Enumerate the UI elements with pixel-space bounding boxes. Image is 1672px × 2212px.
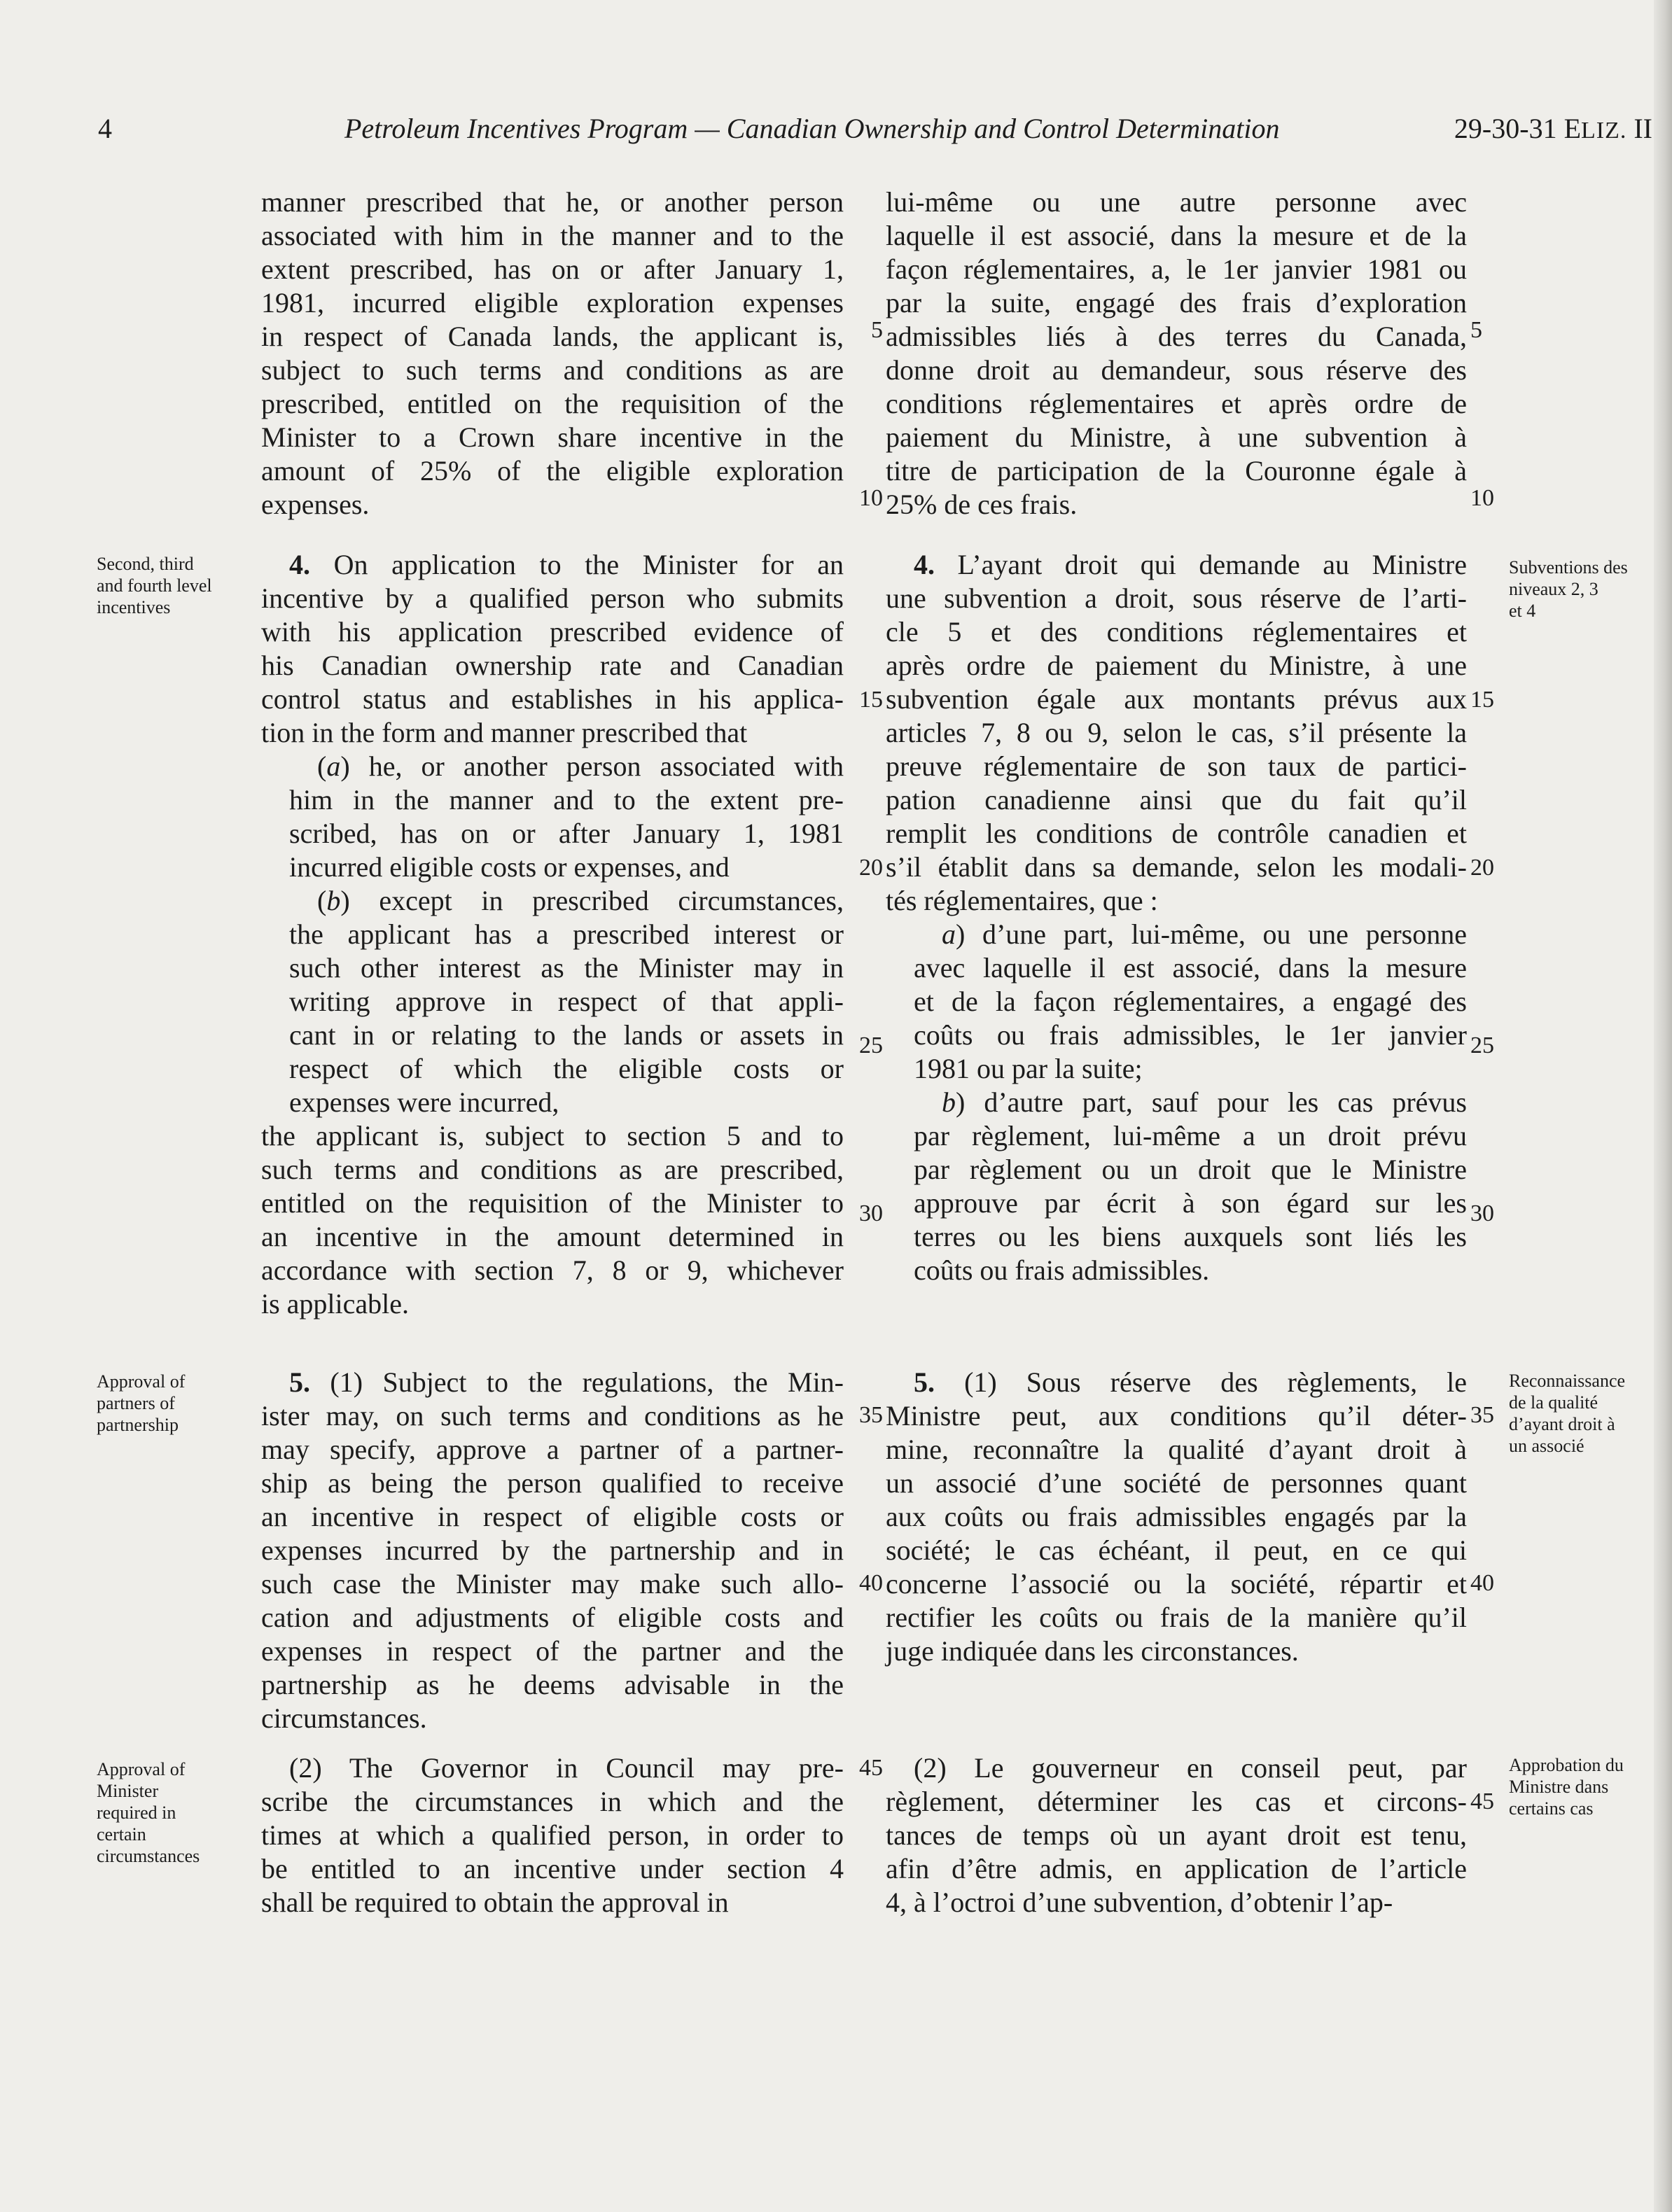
- line-number: 20: [1470, 855, 1494, 881]
- text-line: ister may, on such terms and conditions as he: [261, 1400, 844, 1432]
- text-line: may specify, approve a partner of a partner-: [261, 1434, 844, 1465]
- line-number: 15: [859, 687, 883, 713]
- section-number: 5.: [289, 1366, 310, 1398]
- text-line: titre de participation de la Couronne égale à: [886, 455, 1467, 486]
- section-4-first-line: 4. On application to the Minister for an: [289, 549, 844, 580]
- english-section-4: [261, 548, 844, 1321]
- text-line: 25% de ces frais.: [886, 489, 1078, 520]
- text-line: aux coûts ou frais admissibles engagés par la: [886, 1501, 1467, 1532]
- french-section-5-1: 5. (1) Sous réserve des règlements, le Ministre peut, aux conditions qu’il déter- mine, reconnaître la qualité d’ayant droit à un associé d’une société de personnes quant aux coûts ou frais admissibles engagés par la société; le cas échéant, il peut, en ce qui concerne l’associé ou la société, répartir et rectifier les coûts ou frais de la manière qu’il juge indiquée dans les circonstances.: [886, 1366, 1467, 1667]
- text-line: approuve par écrit à son égard sur les: [914, 1187, 1467, 1219]
- text-line: tés réglementaires, que :: [886, 885, 1158, 916]
- text-line: him in the manner and to the extent pre-: [289, 784, 844, 816]
- text-line: terres ou les biens auxquels sont liés les: [914, 1221, 1467, 1252]
- text-line: expenses in respect of the partner and the: [261, 1635, 844, 1667]
- margin-note-line: partners of: [97, 1393, 175, 1413]
- text-line: the applicant is, subject to section 5 and to: [261, 1120, 844, 1152]
- text-line: associated with him in the manner and to the: [261, 220, 844, 251]
- text-line: un associé d’une société de personnes quant: [886, 1467, 1467, 1499]
- text-line: une subvention a droit, sous réserve de l’arti-: [886, 582, 1467, 614]
- text-line: preuve réglementaire de son taux de partici-: [886, 750, 1467, 782]
- text-line: be entitled to an incentive under section 4: [261, 1853, 844, 1884]
- text-line: with his application prescribed evidence of: [261, 616, 844, 648]
- line-number: 15: [1470, 687, 1494, 713]
- section-number: 5.: [914, 1366, 935, 1398]
- text-line: entitled on the requisition of the Minister to: [261, 1187, 844, 1219]
- text-line: avec laquelle il est associé, dans la mesure: [914, 952, 1467, 983]
- margin-note-line: Minister: [97, 1781, 159, 1801]
- text-line: 1981, incurred eligible exploration expenses: [261, 287, 844, 318]
- line-number: 25: [859, 1032, 883, 1058]
- text-line: et de la façon réglementaires, a engagé des: [914, 986, 1467, 1017]
- text-line: manner prescribed that he, or another person: [261, 186, 844, 218]
- text-line: donne droit au demandeur, sous réserve des: [886, 354, 1467, 386]
- text-line: times at which a qualified person, in order to: [261, 1819, 844, 1851]
- text-line: ship as being the person qualified to receive: [261, 1467, 844, 1499]
- line-number: 30: [859, 1200, 883, 1226]
- margin-note-line: incentives: [97, 597, 171, 617]
- text-line: société; le cas échéant, il peut, en ce qui: [886, 1534, 1467, 1566]
- section-number: 4.: [914, 549, 935, 580]
- text-line: control status and establishes in his applica-: [261, 683, 844, 715]
- section-number: 4.: [289, 549, 310, 580]
- margin-note-line: certain: [97, 1824, 146, 1844]
- text-line: such case the Minister may make such allo-: [261, 1568, 844, 1600]
- margin-note-line: Approval of: [97, 1759, 186, 1779]
- line-number: 35: [859, 1402, 883, 1428]
- french-section-5-2: (2) Le gouverneur en conseil peut, par règlement, déterminer les cas et circons- tances de temps où un ayant droit est tenu, afin d’être admis, en application de l’article 4, à l’octroi d’une subvention, d’obtenir l’ap-: [886, 1752, 1467, 1918]
- french-paragraph-continued: [886, 186, 1467, 522]
- margin-note-left: [97, 1758, 237, 1867]
- text-line: par la suite, engagé des frais d’exploration: [886, 287, 1467, 318]
- text-line: Minister to a Crown share incentive in the: [261, 421, 844, 453]
- text-line: coûts ou frais admissibles, le 1er janvier: [914, 1019, 1467, 1051]
- french-section-4: 4. L’ayant droit qui demande au Ministre une subvention a droit, sous réserve de l’arti- cle 5 et des conditions réglementaires et après ordre de paiement du Ministre, à une subvention égale aux montants prévus aux articles 7, 8 ou 9, selon le cas, s’il présente la preuve réglementaire de son taux de partici- pation canadienne ainsi que du fait qu’il remplit les conditions de contrôle canadien et s’il établit dans sa demande, selon les modali- tés réglementaires, que : a) d’une part, lui-même, ou une personne avec laquelle il est associé, dans la mesure et de la façon réglementaires, a engagé des coûts ou frais admissibles, le 1er janvier 1981 ou par la suite; b) d’autre part, sauf pour les cas prévus par règlement, lui-même a un droit prévu par règlement ou un droit que le Ministre approuve par écrit à son égard sur les terres ou les biens auxquels sont liés les coûts ou frais admissibles.: [886, 549, 1467, 1286]
- paragraph-a: a) d’une part, lui-même, ou une personne avec laquelle il est associé, dans la mesure et de la façon réglementaires, a engagé des coûts ou frais admissibles, le 1er janvier 1981 ou par la suite;: [914, 918, 1467, 1084]
- english-section-5-2: (2) The Governor in Council may pre- scribe the circumstances in which and the times at which a qualified person, in order to be entitled to an incentive under section 4 shall be required to obtain the approval in: [261, 1752, 844, 1918]
- margin-note-right: [1509, 556, 1656, 622]
- line-number: 20: [859, 855, 883, 881]
- text-line: cle 5 et des conditions réglementaires et: [886, 616, 1467, 648]
- text-line: shall be required to obtain the approval in: [261, 1886, 729, 1918]
- text-line: rectifier les coûts ou frais de la manière qu’il: [886, 1602, 1467, 1633]
- text-line: cation and adjustments of eligible costs and: [261, 1602, 844, 1633]
- text-line: 1981 ou par la suite;: [914, 1053, 1143, 1084]
- text-line: façon réglementaires, a, le 1er janvier 1981 ou: [886, 253, 1467, 285]
- english-paragraph-continued: [261, 186, 844, 522]
- text-line: par règlement, lui-même a un droit prévu: [914, 1120, 1467, 1152]
- text-line: respect of which the eligible costs or: [289, 1053, 844, 1084]
- margin-note-line: Ministre dans: [1509, 1777, 1609, 1797]
- text-line: Ministre peut, aux conditions qu’il déter-: [886, 1400, 1467, 1432]
- text-line: laquelle il est associé, dans la mesure et de la: [886, 220, 1467, 251]
- line-number: 40: [859, 1570, 883, 1596]
- line-number: 5: [871, 317, 883, 343]
- text-line: paiement du Ministre, à une subvention à: [886, 421, 1467, 453]
- text-line: an incentive in respect of eligible costs or: [261, 1501, 844, 1532]
- margin-note-line: d’ayant droit à: [1509, 1414, 1615, 1434]
- line-number: 35: [1470, 1402, 1494, 1428]
- act-title: Petroleum Incentives Program — Canadian Ownership and Control Determination: [344, 113, 1280, 144]
- text-line: his Canadian ownership rate and Canadian: [261, 650, 844, 681]
- margin-note-left: [97, 553, 237, 618]
- text-line: writing approve in respect of that appli-: [289, 986, 844, 1017]
- paragraph-b: b) d’autre part, sauf pour les cas prévus par règlement, lui-même a un droit prévu par règlement ou un droit que le Ministre approuve par écrit à son égard sur les terres ou les biens auxquels sont liés les coûts ou frais admissibles.: [914, 1086, 1467, 1286]
- margin-note-left: [97, 1371, 237, 1436]
- text-line: concerne l’associé ou la société, répartir et: [886, 1568, 1467, 1600]
- margin-note-line: Subventions des: [1509, 557, 1628, 578]
- text-line: articles 7, 8 ou 9, selon le cas, s’il présente la: [886, 717, 1467, 748]
- margin-note-right: [1509, 1370, 1656, 1457]
- line-number: 45: [859, 1755, 883, 1781]
- text-line: extent prescribed, has on or after January 1,: [261, 253, 844, 285]
- text-line: tances de temps où un ayant droit est tenu,: [886, 1819, 1467, 1851]
- text-line: such terms and conditions as are prescribed,: [261, 1154, 844, 1185]
- text-line: afin d’être admis, en application de l’article: [886, 1853, 1467, 1884]
- margin-note-line: partnership: [97, 1415, 179, 1435]
- text-line: expenses incurred by the partnership and in: [261, 1534, 844, 1566]
- paragraph-a: (a) he, or another person associated with him in the manner and to the extent pre- scribed, has on or after January 1, 1981 incurred eligible costs or expenses, and: [289, 750, 844, 883]
- text-line: subvention égale aux montants prévus aux: [886, 683, 1467, 715]
- text-line: expenses.: [261, 489, 370, 520]
- text-line: the applicant has a prescribed interest or: [289, 918, 844, 950]
- text-line: subject to such terms and conditions as are: [261, 354, 844, 386]
- line-number: 10: [1470, 485, 1494, 511]
- text-line: expenses were incurred,: [289, 1086, 559, 1118]
- text-line: incurred eligible costs or expenses, and: [289, 851, 730, 883]
- margin-note-line: Second, third: [97, 554, 194, 574]
- text-line: s’il établit dans sa demande, selon les modali-: [886, 851, 1467, 883]
- margin-note-right: [1509, 1754, 1656, 1819]
- text-line: amount of 25% of the eligible exploration: [261, 455, 844, 486]
- margin-note-line: circumstances: [97, 1846, 200, 1866]
- text-line: pation canadienne ainsi que du fait qu’il: [886, 784, 1467, 816]
- text-line: après ordre de paiement du Ministre, à une: [886, 650, 1467, 681]
- page-edge-shadow: [1654, 0, 1672, 2212]
- line-number: 45: [1470, 1788, 1494, 1814]
- text-line: an incentive in the amount determined in: [261, 1221, 844, 1252]
- margin-note-line: Approbation du: [1509, 1755, 1624, 1775]
- text-line: in respect of Canada lands, the applicant is,: [261, 321, 844, 352]
- margin-note-line: and fourth level: [97, 575, 212, 596]
- text-line: circumstances.: [261, 1702, 427, 1734]
- margin-note-line: Reconnaissance: [1509, 1371, 1626, 1391]
- margin-note-line: certains cas: [1509, 1798, 1594, 1819]
- regnal-year: 29-30-31 ELIZ. II: [1454, 113, 1652, 144]
- text-line: règlement, déterminer les cas et circons-: [886, 1786, 1467, 1817]
- paragraph-b: (b) except in prescribed circumstances, the applicant has a prescribed interest or such other interest as the Minister may in writing approve in respect of that appli- cant in or relating to the lands or assets in respect of which the eligible costs or expenses were incurred,: [289, 885, 844, 1118]
- page-number: 4: [98, 113, 112, 144]
- text-line: tion in the form and manner prescribed that: [261, 717, 748, 748]
- margin-note-line: Approval of: [97, 1371, 186, 1392]
- text-line: admissibles liés à des terres du Canada,: [886, 321, 1467, 352]
- text-line: scribed, has on or after January 1, 1981: [289, 818, 844, 849]
- text-line: juge indiquée dans les circonstances.: [886, 1635, 1299, 1667]
- running-header: [98, 112, 1652, 154]
- text-line: scribe the circumstances in which and the: [261, 1786, 844, 1817]
- margin-note-line: de la qualité: [1509, 1392, 1598, 1413]
- margin-note-line: un associé: [1509, 1436, 1584, 1456]
- text-line: conditions réglementaires et après ordre de: [886, 388, 1467, 419]
- text-line: par règlement ou un droit que le Ministre: [914, 1154, 1467, 1185]
- text-line: lui-même ou une autre personne avec: [886, 186, 1467, 218]
- text-line: 4, à l’octroi d’une subvention, d’obtenir l’ap-: [886, 1886, 1393, 1918]
- line-number: 30: [1470, 1200, 1494, 1226]
- english-section-5-1: 5. (1) Subject to the regulations, the Min- ister may, on such terms and conditions as he may specify, approve a partner of a partner- ship as being the person qualified to receive an incentive in respect of eligible costs or expenses incurred by the partnership and in such case the Minister may make such allo- cation and adjustments of eligible costs and expenses in respect of the partner and the partnership as he deems advisable in the circumstances.: [261, 1366, 844, 1734]
- text-line: such other interest as the Minister may in: [289, 952, 844, 983]
- line-number: 25: [1470, 1032, 1494, 1058]
- line-number: 5: [1470, 317, 1482, 343]
- text-line: prescribed, entitled on the requisition of the: [261, 388, 844, 419]
- margin-note-line: et 4: [1509, 601, 1536, 621]
- line-number: 10: [859, 485, 883, 511]
- margin-note-line: required in: [97, 1802, 176, 1823]
- text-line: remplit les conditions de contrôle canadien et: [886, 818, 1467, 849]
- text-line: is applicable.: [261, 1288, 410, 1320]
- text-line: accordance with section 7, 8 or 9, whichever: [261, 1254, 844, 1286]
- text-line: cant in or relating to the lands or assets in: [289, 1019, 844, 1051]
- margin-note-line: niveaux 2, 3: [1509, 579, 1598, 599]
- text-line: coûts ou frais admissibles.: [914, 1254, 1210, 1286]
- text-line: mine, reconnaître la qualité d’ayant droit à: [886, 1434, 1467, 1465]
- text-line: partnership as he deems advisable in the: [261, 1669, 844, 1700]
- text-line: incentive by a qualified person who submits: [261, 582, 844, 614]
- line-number: 40: [1470, 1570, 1494, 1596]
